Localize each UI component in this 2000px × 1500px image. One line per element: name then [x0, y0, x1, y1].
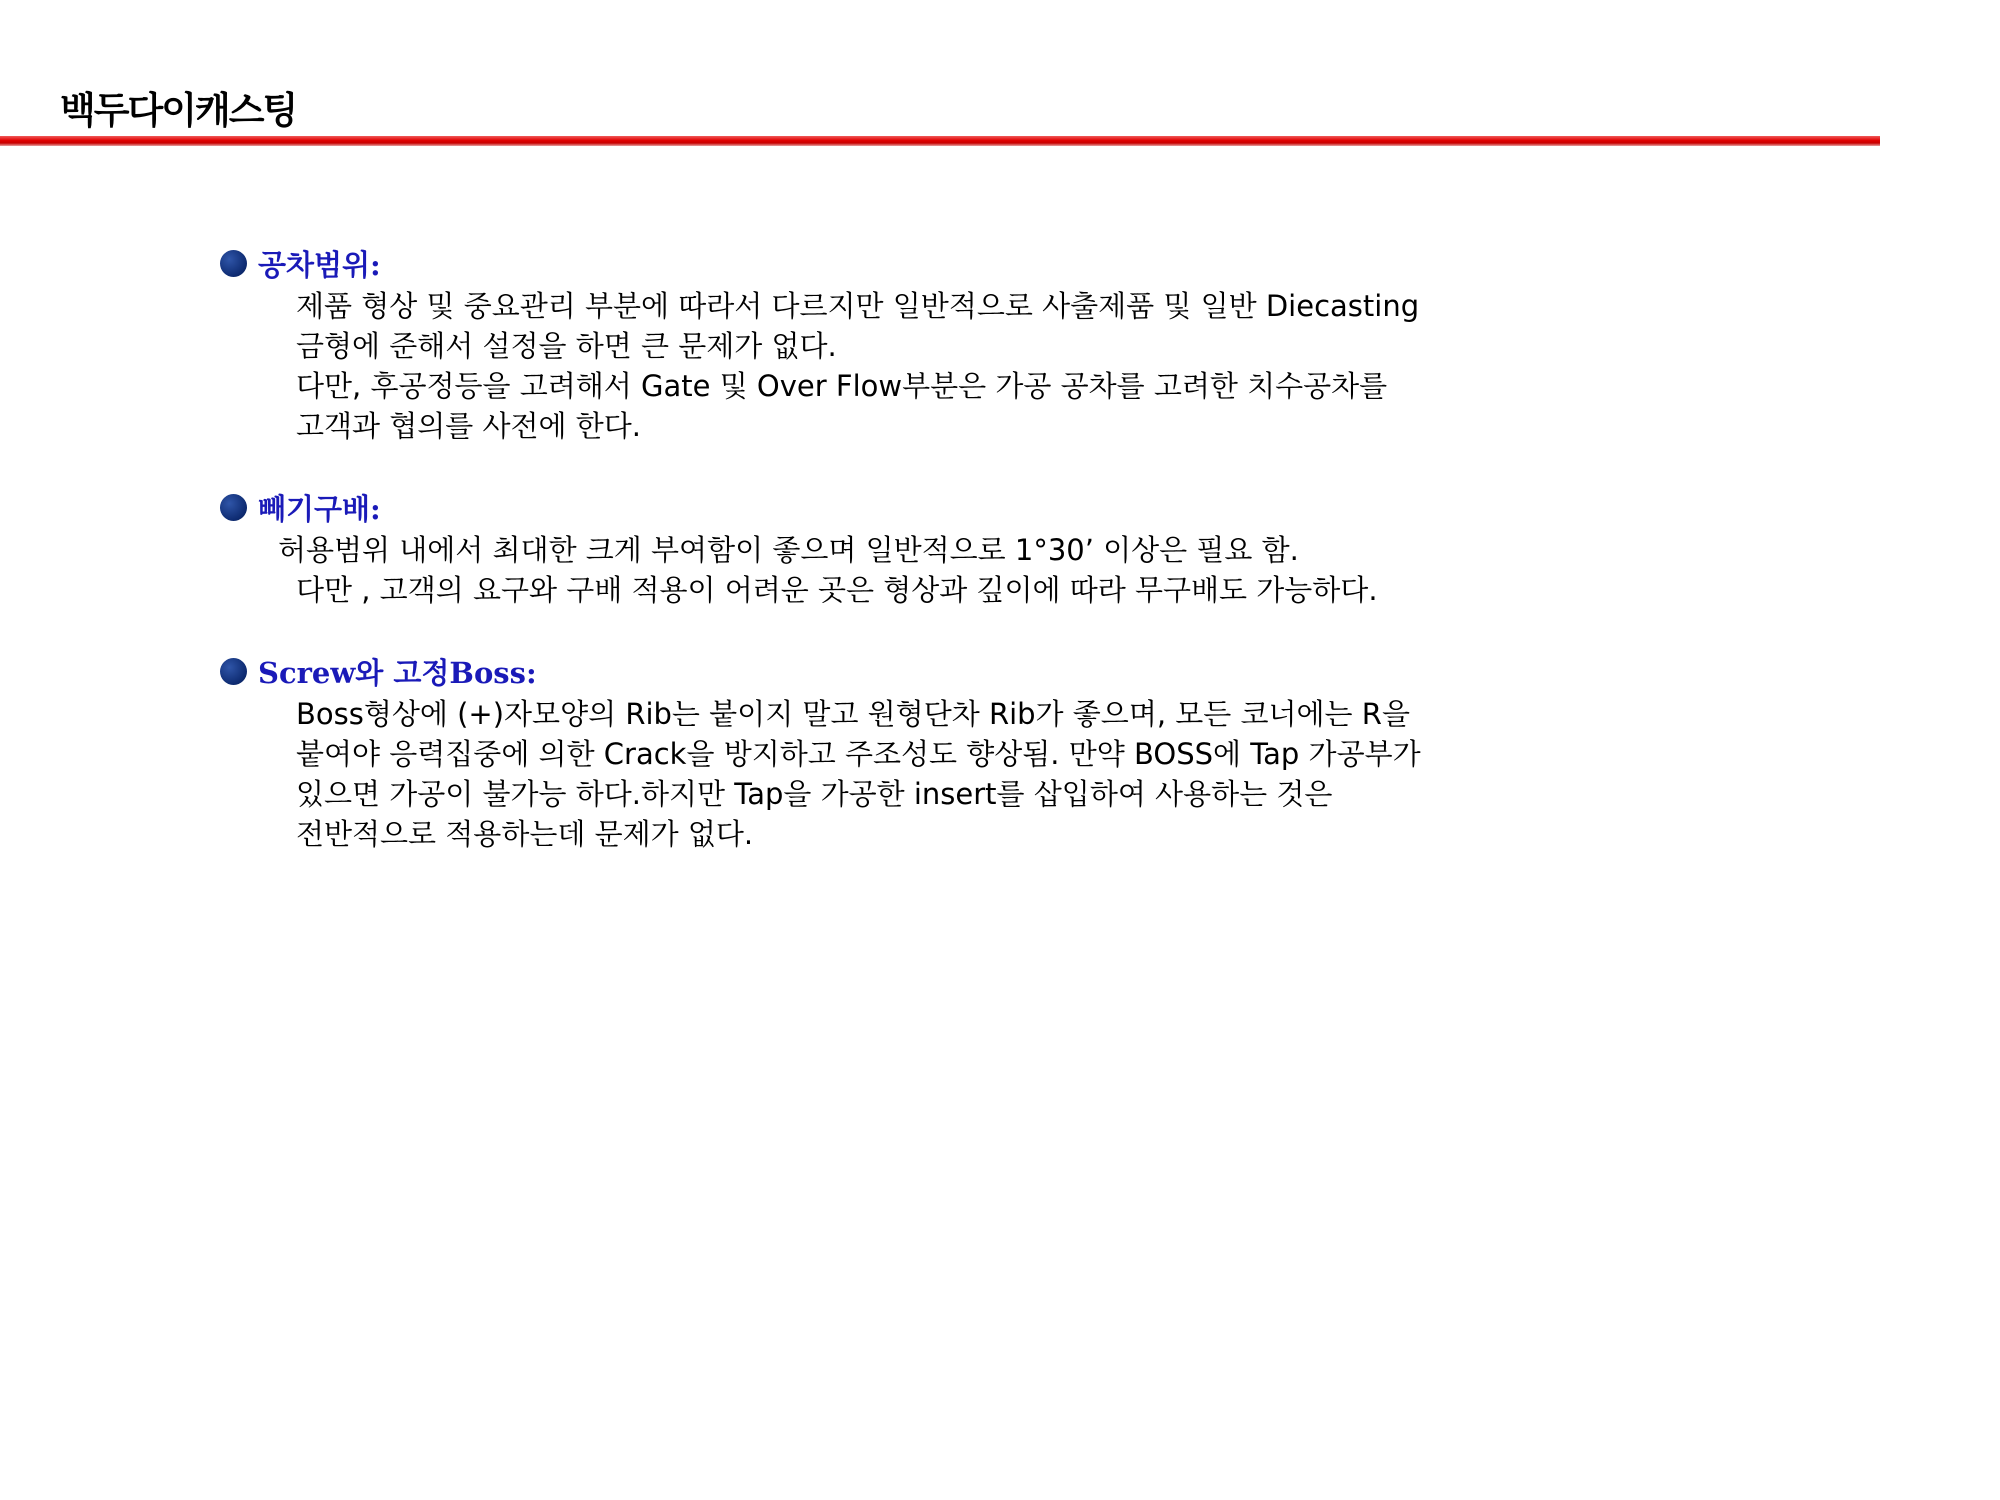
- section-heading: [220, 240, 1640, 286]
- body-line: 허용범위 내에서 최대한 크게 부여함이 좋으며 일반적으로 1°30’ 이상은 필요 함.: [278, 533, 1299, 567]
- header-divider: [0, 136, 1880, 146]
- body-line: 전반적으로 적용하는데 문제가 없다.: [296, 817, 754, 851]
- body-line: 다만, 후공정등을 고려해서 Gate 및 Over Flow부분은 가공 공차를 고려한 치수공차를: [296, 369, 1388, 403]
- body-line: 붙여야 응력집중에 의한 Crack을 방지하고 주조성도 향상됨. 만약 BOSS에 Tap 가공부가: [296, 737, 1421, 771]
- body-line: 금형에 준해서 설정을 하면 큰 문제가 없다.: [296, 329, 837, 363]
- bullet-icon: [220, 250, 247, 277]
- bullet-icon: [220, 658, 247, 685]
- section-title: Screw와 고정Boss:: [258, 655, 537, 690]
- section-title: 공차범위:: [258, 247, 381, 282]
- body-line: Boss형상에 (+)자모양의 Rib는 붙이지 말고 원형단차 Rib가 좋으며, 모든 코너에는 R을: [296, 697, 1410, 731]
- bullet-icon: [220, 494, 247, 521]
- section-tolerance: [220, 240, 1640, 446]
- section-heading: [220, 648, 1640, 694]
- document-body: [220, 240, 1640, 892]
- body-line: 제품 형상 및 중요관리 부분에 따라서 다르지만 일반적으로 사출제품 및 일반 Diecasting: [296, 289, 1420, 323]
- section-title: 빼기구배:: [258, 491, 381, 526]
- body-line: 고객과 협의를 사전에 한다.: [296, 409, 642, 443]
- section-draft-angle: [220, 484, 1640, 610]
- body-line: 있으면 가공이 불가능 하다.하지만 Tap을 가공한 insert를 삽입하여 사용하는 것은: [296, 777, 1333, 811]
- body-line: 다만 , 고객의 요구와 구배 적용이 어려운 곳은 형상과 깊이에 따라 무구배도 가능하다.: [296, 573, 1378, 607]
- company-logo: 백두다이캐스팅: [60, 89, 297, 132]
- section-heading: [220, 484, 1640, 530]
- section-screw-boss: [220, 648, 1640, 854]
